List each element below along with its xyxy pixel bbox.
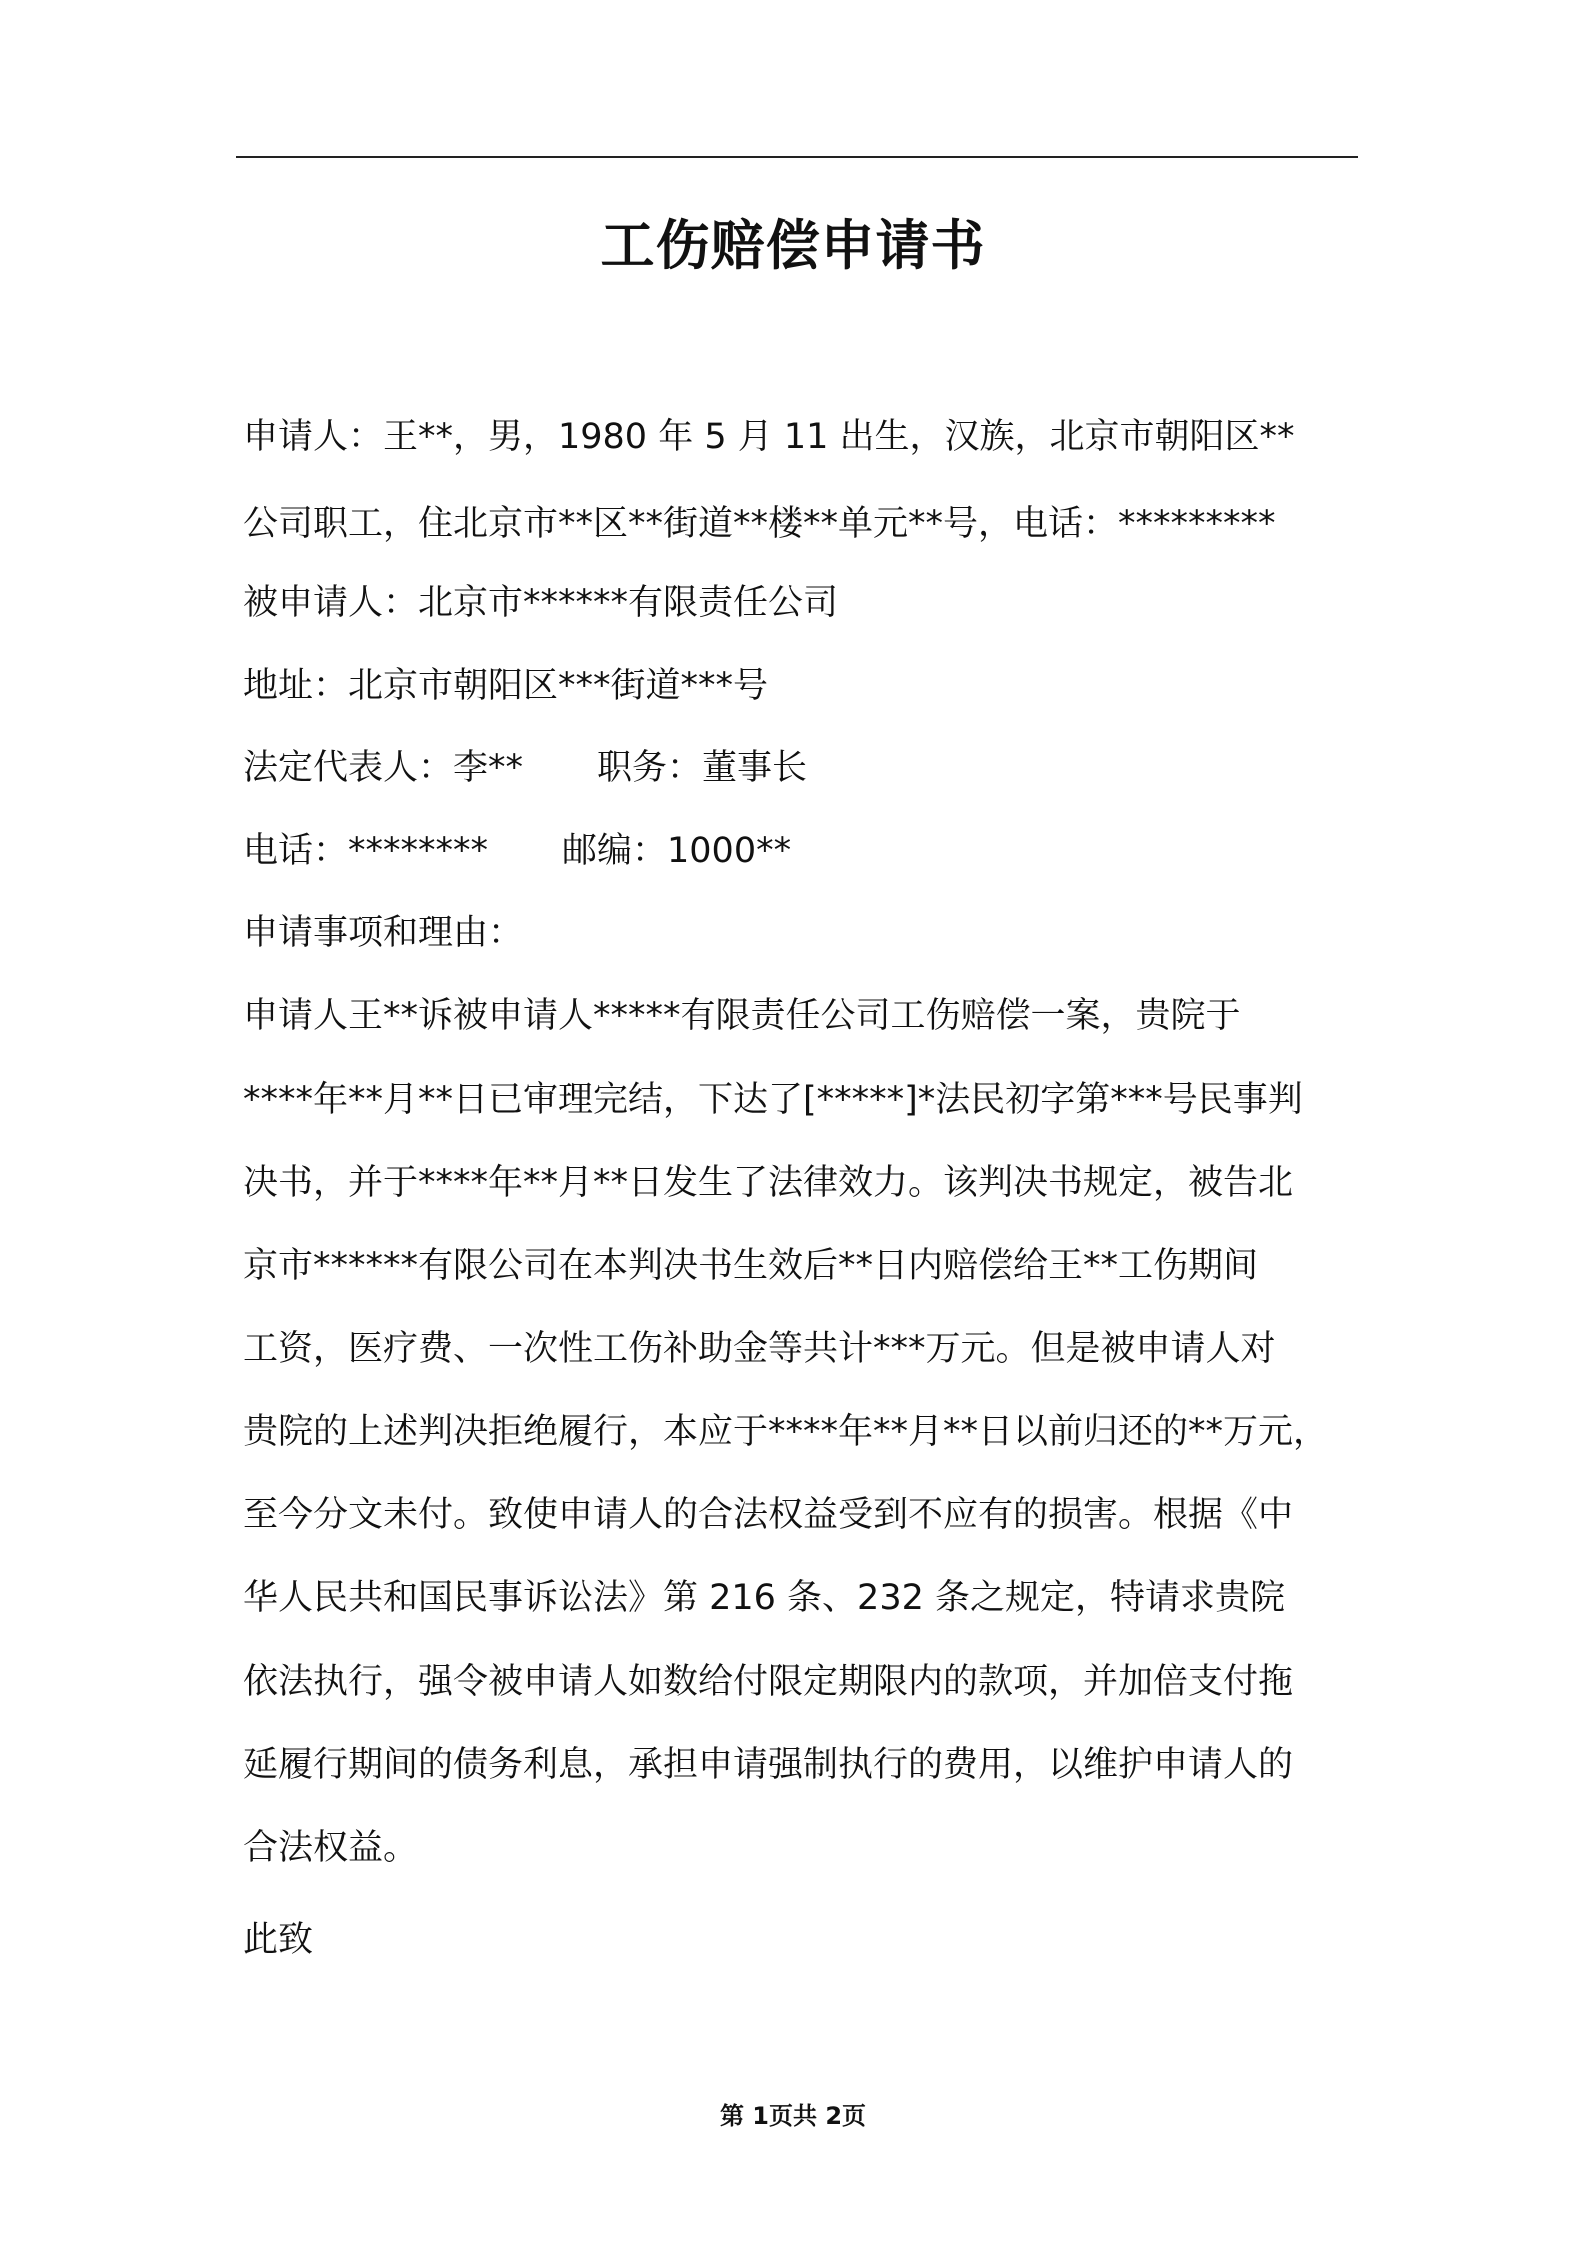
applicant-line-1: 申请人：王**，男，1980 年 5 月 11 出生，汉族，北京市朝阳区** [243, 417, 1295, 457]
closing: 此致 [243, 1920, 314, 1960]
contact-row [243, 826, 791, 876]
phone: 电话：******** [243, 831, 489, 871]
body-line: 合法权益。 [243, 1828, 419, 1868]
legal-rep: 法定代表人：李** [243, 748, 524, 788]
body-line: 京市******有限公司在本判决书生效后**日内赔偿给王**工伤期间 [243, 1246, 1259, 1286]
body-line: 工资，医疗费、一次性工伤补助金等共计***万元。但是被申请人对 [243, 1329, 1276, 1369]
body-line: 至今分文未付。致使申请人的合法权益受到不应有的损害。根据《中 [243, 1495, 1294, 1535]
page-footer: 第 1页共 2页 [719, 2102, 867, 2130]
legal-rep-row [243, 743, 807, 793]
address-line: 地址：北京市朝阳区***街道***号 [243, 666, 769, 706]
respondent-line: 被申请人：北京市******有限责任公司 [243, 583, 839, 623]
section-heading: 申请事项和理由： [243, 913, 524, 953]
body-line: 决书，并于****年**月**日发生了法律效力。该判决书规定，被告北 [243, 1163, 1294, 1203]
body-line: 申请人王**诉被申请人*****有限责任公司工伤赔偿一案，贵院于 [243, 996, 1241, 1036]
position: 职务：董事长 [597, 748, 808, 788]
header-rule [236, 156, 1358, 158]
body-line: 华人民共和国民事诉讼法》第 216 条、232 条之规定，特请求贵院 [243, 1578, 1285, 1618]
body-line: 依法执行，强令被申请人如数给付限定期限内的款项，并加倍支付拖 [243, 1662, 1294, 1702]
postcode: 邮编：1000** [562, 831, 792, 871]
body-line: 贵院的上述判决拒绝履行，本应于****年**月**日以前归还的**万元， [243, 1412, 1329, 1452]
body-line: ****年**月**日已审理完结，下达了[*****]*法民初字第***号民事判 [243, 1080, 1303, 1120]
body-line: 延履行期间的债务利息，承担申请强制执行的费用，以维护申请人的 [243, 1745, 1294, 1785]
applicant-line-2: 公司职工，住北京市**区**街道**楼**单元**号，电话：********* [243, 504, 1276, 544]
document-title: 工伤赔偿申请书 [600, 214, 986, 277]
